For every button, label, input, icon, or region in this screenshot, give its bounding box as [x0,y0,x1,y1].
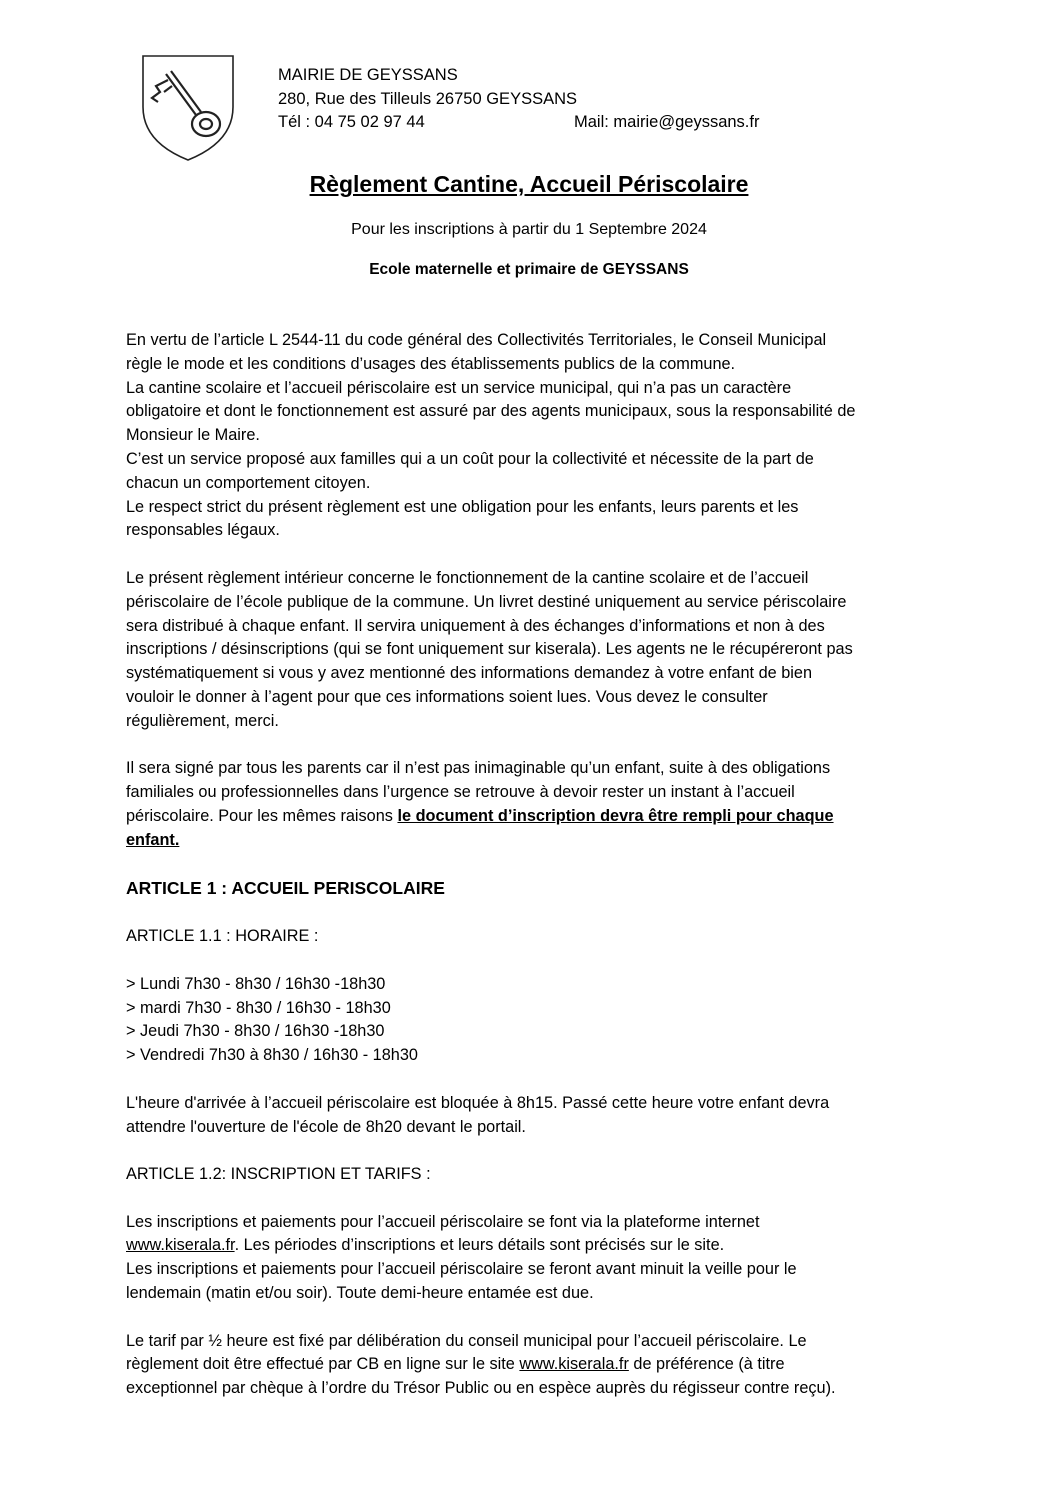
kiserala-link[interactable]: www.kiserala.fr [519,1355,629,1374]
tarif-line [126,1353,936,1377]
tarif-line: exceptionnel par chèque à l’ordre du Trésor Public ou en espèce auprès du régisseur contre reçu). [126,1379,836,1398]
phone-number: Tél : 04 75 02 97 44 [278,113,425,131]
arrival-line: L'heure d'arrivée à l’accueil périscolaire est bloquée à 8h15. Passé cette heure votre enfant devra [126,1093,830,1112]
intro-line: Le respect strict du présent règlement est une obligation pour les enfants, leurs parents et les [126,497,799,516]
arrival-line: attendre l'ouverture de l'école de 8h20 devant le portail. [126,1117,526,1136]
para3-line [126,829,936,853]
intro-line: C’est un service proposé aux familles qui a un coût pour la collectivité et nécessite de la part de [126,449,814,468]
para3-emphasis-end: enfant. [126,830,180,849]
hours-item: > mardi 7h30 - 8h30 / 16h30 - 18h30 [126,998,391,1017]
para3-line [126,805,936,829]
para3-line: Il sera signé par tous les parents car il n’est pas inimaginable qu’un enfant, suite à des obligations [126,759,831,778]
intro-line: obligatoire et dont le fonctionnement est assuré par des agents municipaux, sous la responsabilité de [126,402,856,421]
intro-line: règle le mode et les conditions d’usages des établissements publics de la commune. [126,354,736,373]
document-subtitle: Pour les inscriptions à partir du 1 Septembre 2024 [351,221,707,238]
org-name: MAIRIE DE GEYSSANS [278,66,458,84]
intro-line: responsables légaux. [126,521,280,540]
intro-line: La cantine scolaire et l’accueil périscolaire est un service municipal, qui n’a pas un caractère [126,378,792,397]
tarif-line: Le tarif par ½ heure est fixé par délibération du conseil municipal pour l’accueil périscolaire. Le [126,1331,807,1350]
org-address: 280, Rue des Tilleuls 26750 GEYSSANS [278,89,578,108]
para2-line: inscriptions / désinscriptions (qui se font uniquement sur kiserala). Les agents ne le récupéreront pas [126,640,853,659]
letterhead [278,64,798,135]
para3-line: familiales ou professionnelles dans l’urgence se retrouve à devoir rester un instant à l’accueil [126,783,795,802]
article-1-2-heading: ARTICLE 1.2: INSCRIPTION ET TARIFS : [126,1165,431,1184]
tarif-text: de préférence (à titre [628,1355,785,1374]
intro-line: En vertu de l’article L 2544-11 du code général des Collectivités Territoriales, le Conseil Municipal [126,331,827,349]
inscription-line: Les inscriptions et paiements pour l’accueil périscolaire se feront avant minuit la veille pour le [126,1260,797,1279]
para3-plain: périscolaire. Pour les mêmes raisons [126,806,398,825]
para2-line: systématiquement si vous y avez mentionné des informations demandez à votre enfant de bien [126,664,813,683]
key-crest-icon [138,52,238,164]
para2-line: vouloir le donner à l’agent pour que ces informations soient lues. Vous devez le consulter [126,687,768,706]
para2-line: périscolaire de l’école publique de la commune. Un livret destiné uniquement au service périscolaire [126,592,847,611]
inscription-line: Les inscriptions et paiements pour l’accueil périscolaire se font via la plateforme internet [126,1212,760,1231]
hours-item: > Jeudi 7h30 - 8h30 / 16h30 -18h30 [126,1022,385,1041]
inscription-line: lendemain (matin et/ou soir). Toute demi-heure entamée est due. [126,1284,594,1303]
para2-line: régulièrement, merci. [126,711,279,730]
email-address: Mail: mairie@geyssans.fr [574,113,760,131]
hours-item: > Vendredi 7h30 à 8h30 / 16h30 - 18h30 [126,1046,418,1065]
intro-line: Monsieur le Maire. [126,426,260,445]
school-name: Ecole maternelle et primaire de GEYSSANS [369,261,689,278]
hours-item: > Lundi 7h30 - 8h30 / 16h30 -18h30 [126,974,386,993]
inscription-line [126,1234,936,1258]
para2-line: sera distribué à chaque enfant. Il servira uniquement à des échanges d’informations et non à des [126,616,825,635]
inscription-text: . Les périodes d’inscriptions et leurs détails sont précisés sur le site. [234,1236,725,1255]
para3-emphasis: le document d’inscription devra être rempli pour chaque [397,806,834,825]
intro-line: chacun un comportement citoyen. [126,473,371,492]
document-title: Règlement Cantine, Accueil Périscolaire [309,171,749,197]
para2-line: Le présent règlement intérieur concerne le fonctionnement de la cantine scolaire et de l’accueil [126,568,809,587]
tarif-text: règlement doit être effectué par CB en ligne sur le site [126,1355,520,1374]
document-body [126,329,936,1401]
contact-row [278,111,798,135]
article-1-1-heading: ARTICLE 1.1 : HORAIRE : [126,927,319,946]
kiserala-link[interactable]: www.kiserala.fr [126,1236,235,1255]
article-1-heading: ARTICLE 1 : ACCUEIL PERISCOLAIRE [126,878,445,899]
